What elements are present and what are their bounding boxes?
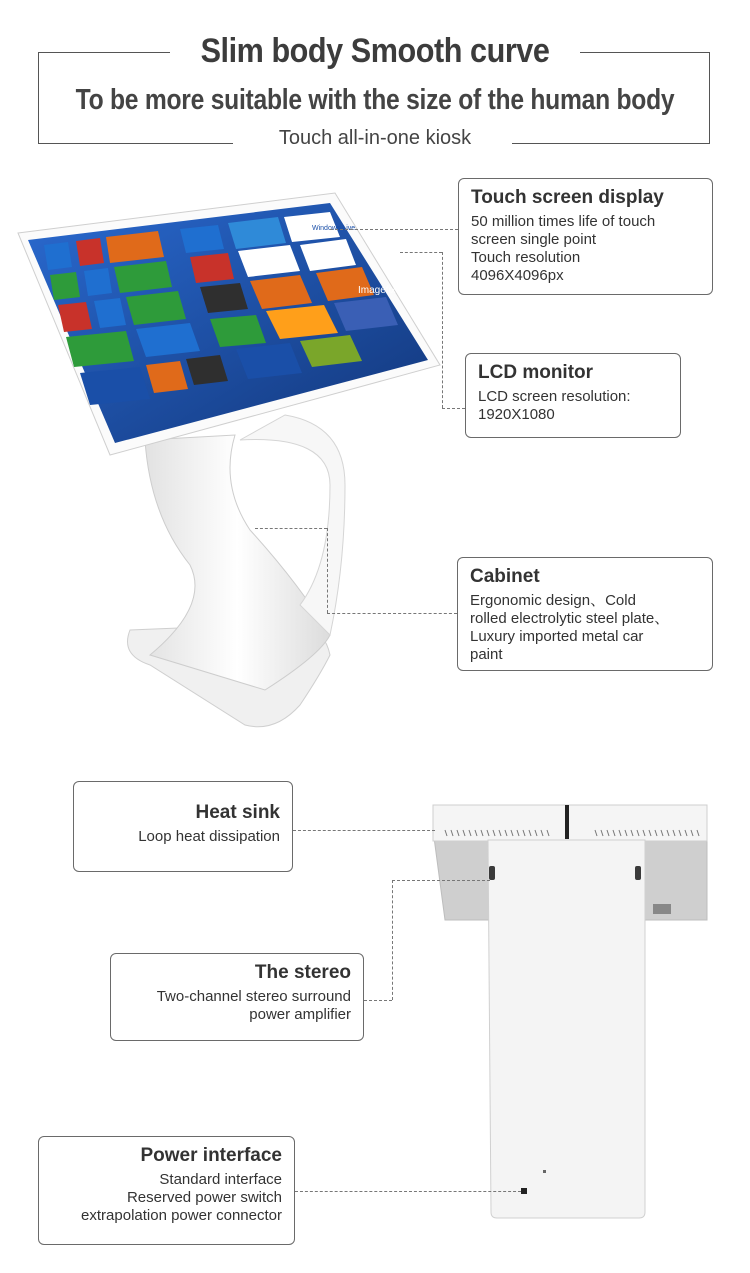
feature-title: The stereo: [254, 962, 351, 983]
screen-tile: [58, 302, 92, 332]
feature-card-stereo: [110, 953, 364, 1041]
feature-desc: Loop heat dissipation: [138, 828, 280, 845]
screen-tile: [190, 253, 234, 283]
page-subtitle: To be more suitable with the size of the human body: [75, 84, 675, 116]
screen-tile: [80, 367, 150, 405]
screen-tile: [66, 331, 134, 367]
power-switch: [543, 1170, 546, 1173]
screen-tile: [200, 283, 248, 313]
connector-line: [255, 528, 327, 529]
column-screw: [489, 866, 495, 880]
connector-line: [400, 252, 442, 253]
feature-title: Power interface: [140, 1145, 282, 1166]
feature-card-touch-screen: [458, 178, 713, 295]
screen-tile-label: Windows Live: [312, 225, 356, 232]
feature-desc: Standard interface Reserved power switch extrapolation power connector: [81, 1171, 282, 1224]
kiosk-stand: [145, 435, 330, 690]
feature-desc: Two-channel stereo surround power amplifier: [156, 988, 351, 1023]
connector-line: [327, 528, 328, 613]
feature-card-heat-sink: [73, 781, 293, 872]
connector-line: [295, 1191, 521, 1192]
connector-line: [364, 1000, 392, 1001]
kiosk-column: [488, 840, 645, 1218]
screen-tile: [76, 238, 104, 266]
tagline: Touch all-in-one kiosk: [278, 127, 472, 149]
screen-tile: [180, 225, 224, 253]
feature-title: Cabinet: [470, 566, 540, 587]
feature-title: Heat sink: [195, 802, 280, 823]
screen-tile: [210, 315, 266, 347]
page-title: Slim body Smooth curve: [200, 32, 550, 70]
screen-top-edge: [433, 805, 707, 841]
rear-kiosk-illustration: [425, 800, 715, 1220]
connector-line: [293, 830, 435, 831]
connector-line: [442, 408, 465, 409]
screen-tile: [84, 268, 112, 296]
feature-card-power-interface: [38, 1136, 295, 1245]
feature-title: Touch screen display: [471, 187, 664, 208]
front-kiosk-illustration: [0, 185, 450, 730]
feature-card-cabinet: [457, 557, 713, 671]
screen-tile-label: Imagefix: [358, 285, 396, 296]
feature-title: LCD monitor: [478, 362, 594, 383]
connector-line: [392, 880, 393, 1000]
screen-tile: [44, 242, 72, 270]
feature-desc: LCD screen resolution: 1920X1080: [478, 388, 631, 423]
screen-center-clip: [565, 805, 569, 839]
column-screw: [635, 866, 641, 880]
connector-line: [392, 880, 490, 881]
screen-port: [653, 904, 671, 914]
screen-tile: [136, 323, 200, 357]
power-connector: [521, 1188, 527, 1194]
feature-desc: Ergonomic design、Cold rolled electrolytic steel plate、 Luxury imported metal car paint: [470, 592, 670, 663]
connector-line: [442, 252, 443, 408]
screen-tile: [50, 272, 80, 300]
feature-desc: 50 million times life of touch screen single point Touch resolution 4096X4096px: [471, 213, 656, 284]
connector-line: [330, 229, 458, 230]
screen-tile: [126, 291, 186, 325]
screen-tile: [236, 343, 302, 379]
connector-line: [327, 613, 457, 614]
feature-card-lcd-monitor: [465, 353, 681, 438]
